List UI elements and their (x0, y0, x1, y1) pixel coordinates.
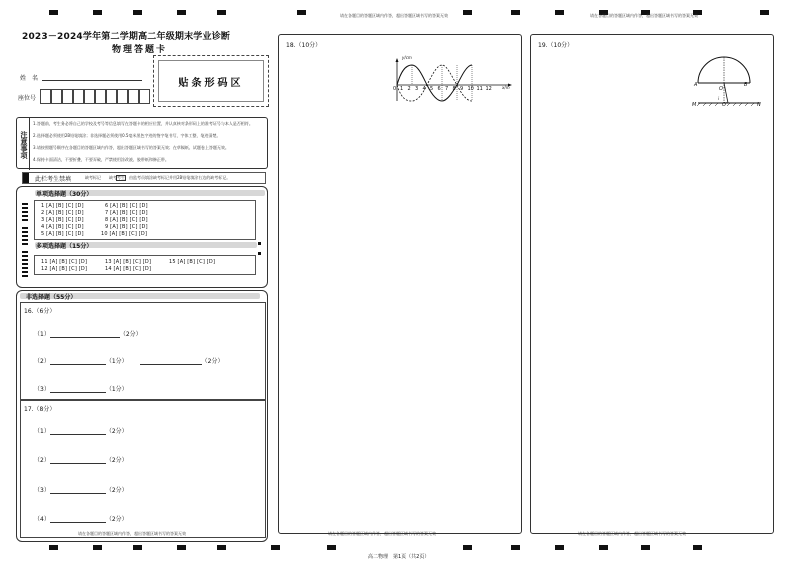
choice-item[interactable]: 4 [A] [B] [C] [D] (41, 224, 84, 230)
q18-title: 18.（10分） (286, 42, 322, 49)
position-mark (327, 545, 336, 550)
choice-item[interactable]: 11 [A] [B] [C] [D] (41, 259, 88, 265)
q16-score: （1分） (105, 358, 128, 365)
choice-item[interactable]: 6 [A] [B] [C] [D] (105, 203, 148, 209)
position-mark (93, 10, 102, 15)
choice-item[interactable]: 5 [A] [B] [C] [D] (41, 231, 84, 237)
single-choice-grid (34, 200, 256, 240)
choice-item[interactable]: 13 [A] [B] [C] [D] (105, 259, 152, 265)
notice-side-label: 注意事项 (17, 118, 30, 170)
choice-item[interactable]: 3 [A] [B] [C] [D] (41, 217, 84, 223)
q16-score: （1分） (105, 386, 128, 393)
absent-checkbox[interactable] (116, 175, 126, 181)
q17-score: （2分） (105, 516, 128, 523)
position-mark (463, 10, 472, 15)
q17-num: （3） (34, 487, 50, 494)
notice-box (16, 117, 268, 169)
choice-item[interactable]: 7 [A] [B] [C] [D] (105, 210, 148, 216)
point-o-label: O (719, 86, 723, 92)
q17-score: （2分） (105, 428, 128, 435)
position-mark (133, 545, 142, 550)
name-label: 姓 名 (20, 75, 39, 82)
x-ticks: 1 2 3 4 5 6 7 8 9 10 11 12 (400, 86, 492, 92)
side-dot (258, 242, 261, 245)
multi-choice-title: 多项选择题（15分） (36, 243, 93, 250)
bottom-warning-middle: 请在各题目的答题区域内作答，超出答题区域书写的答案无效 (328, 531, 436, 536)
point-b-label: B (744, 82, 748, 88)
position-mark (133, 10, 142, 15)
position-mark (760, 10, 769, 15)
q17-row (34, 426, 128, 435)
q17-num: （1） (34, 428, 50, 435)
bottom-warning-right: 请在各题目的答题区域内作答，超出答题区域书写的答案无效 (578, 531, 686, 536)
page-subtitle: 物理答题卡 (112, 45, 168, 55)
multi-choice-grid (34, 255, 256, 275)
single-choice-title: 单项选择题（30分） (36, 191, 93, 198)
point-n-label: N (757, 102, 761, 108)
side-dot (258, 252, 261, 255)
top-warning-middle: 请在各题目的答题区域内作答，超出答题区域书写的答案无效 (340, 13, 448, 18)
choice-item[interactable]: 10 [A] [B] [C] [D] (101, 231, 148, 237)
position-mark (599, 545, 608, 550)
q17-row (34, 455, 128, 464)
position-mark (271, 545, 280, 550)
answer-blank[interactable] (140, 364, 202, 365)
position-mark (511, 10, 520, 15)
page-footer: 高二物理 第1页（共2页） (368, 554, 430, 560)
q17-num: （2） (34, 457, 50, 464)
q18-box (278, 34, 522, 534)
q16-score: （2分） (201, 358, 224, 365)
point-o2-label: O' (722, 102, 728, 108)
position-mark (177, 10, 186, 15)
page-title: 2023－2024学年第二学期高二年级期末学业诊断 (22, 32, 231, 42)
position-mark (693, 545, 702, 550)
answer-blank[interactable] (50, 392, 106, 393)
choice-item[interactable]: 14 [A] [B] [C] [D] (105, 266, 152, 272)
q17-score: （2分） (105, 487, 128, 494)
point-m-label: M (692, 102, 697, 108)
q17-title: 17.（8分） (24, 406, 56, 413)
choice-item[interactable]: 12 [A] [B] [C] [D] (41, 266, 88, 272)
position-mark (641, 545, 650, 550)
q17-num: （4） (34, 516, 50, 523)
notice-line: 4.保持卡面清洁，不要折叠，不要弄破，严禁使用涂改液、胶带纸和修正带。 (33, 157, 169, 162)
angle-label: i (718, 96, 720, 101)
choice-item[interactable]: 15 [A] [B] [C] [D] (169, 259, 216, 265)
position-mark (93, 545, 102, 550)
q17-score: （2分） (105, 457, 128, 464)
q19-box (530, 34, 774, 534)
q16-score: （2分） (119, 331, 142, 338)
choice-item[interactable]: 9 [A] [B] [C] [D] (105, 224, 148, 230)
barcode-label: 贴条形码区 (178, 78, 244, 89)
nonchoice-title: 非选择题（55分） (26, 294, 77, 301)
q16-row-3 (34, 384, 128, 393)
seat-label: 座位号 (18, 95, 37, 102)
notice-line: 2.选择题必须使用2B铅笔填涂；非选择题必须使用0.5毫米黑色字迹的签字笔书写，字体工整，笔迹清楚。 (33, 133, 221, 138)
position-mark (49, 545, 58, 550)
position-mark (555, 545, 564, 550)
position-mark (463, 545, 472, 550)
origin-label: 0 (393, 86, 397, 92)
q19-title: 19.（10分） (538, 42, 574, 49)
answer-blank[interactable] (50, 493, 106, 494)
q16-num: （1） (34, 331, 50, 338)
top-warning-right: 请在各题目的答题区域内作答，超出答题区域书写的答案无效 (590, 13, 698, 18)
position-mark (217, 545, 226, 550)
absent-label: 此栏考生禁填 (35, 176, 72, 183)
choice-item[interactable]: 1 [A] [B] [C] [D] (41, 203, 84, 209)
answer-blank[interactable] (50, 364, 106, 365)
bottom-warning-left: 请在各题目的答题区域内作答，超出答题区域书写的答案无效 (78, 531, 186, 536)
absent-note: 缺考标记 缺考考生，由监考员填涂缺考标记并用2B铅笔填涂右边的缺考标记。 (85, 175, 231, 180)
answer-blank[interactable] (50, 434, 106, 435)
q16-title: 16.（6分） (24, 308, 56, 315)
q16-num: （3） (34, 386, 50, 393)
y-axis-label: y/cm (402, 55, 412, 60)
q16-row-2 (34, 356, 223, 365)
choice-item[interactable]: 8 [A] [B] [C] [D] (105, 217, 148, 223)
x-axis-label: x/m (502, 85, 510, 90)
answer-blank[interactable] (50, 522, 106, 523)
barcode-area (153, 55, 269, 107)
q17-row (34, 485, 128, 494)
absent-row (22, 172, 266, 184)
name-field[interactable] (42, 80, 142, 81)
wave-graph (392, 55, 514, 103)
notice-line: 1.答题前，考生务必将自己的学校及考号等信息填写在答题卡的相应位置，并认真核对条形码上的准考证号与本人是否相符。 (33, 121, 253, 126)
semicircle-diagram (690, 55, 770, 109)
position-mark (49, 10, 58, 15)
position-mark (511, 545, 520, 550)
q16-num: （2） (34, 358, 50, 365)
position-mark (297, 10, 306, 15)
answer-blank[interactable] (50, 463, 106, 464)
q17-row (34, 514, 128, 523)
point-a-label: A (694, 82, 698, 88)
position-mark (217, 10, 226, 15)
position-mark (555, 10, 564, 15)
choice-item[interactable]: 2 [A] [B] [C] [D] (41, 210, 84, 216)
q16-row-1 (34, 329, 142, 338)
notice-line: 3.请按照题号顺序在各题目的答题区域内作答，超出答题区域书写的答案无效；在草稿纸、试题卷上答题无效。 (33, 145, 229, 150)
position-mark (177, 545, 186, 550)
seat-number-grid[interactable] (40, 89, 150, 104)
answer-blank[interactable] (50, 337, 120, 338)
